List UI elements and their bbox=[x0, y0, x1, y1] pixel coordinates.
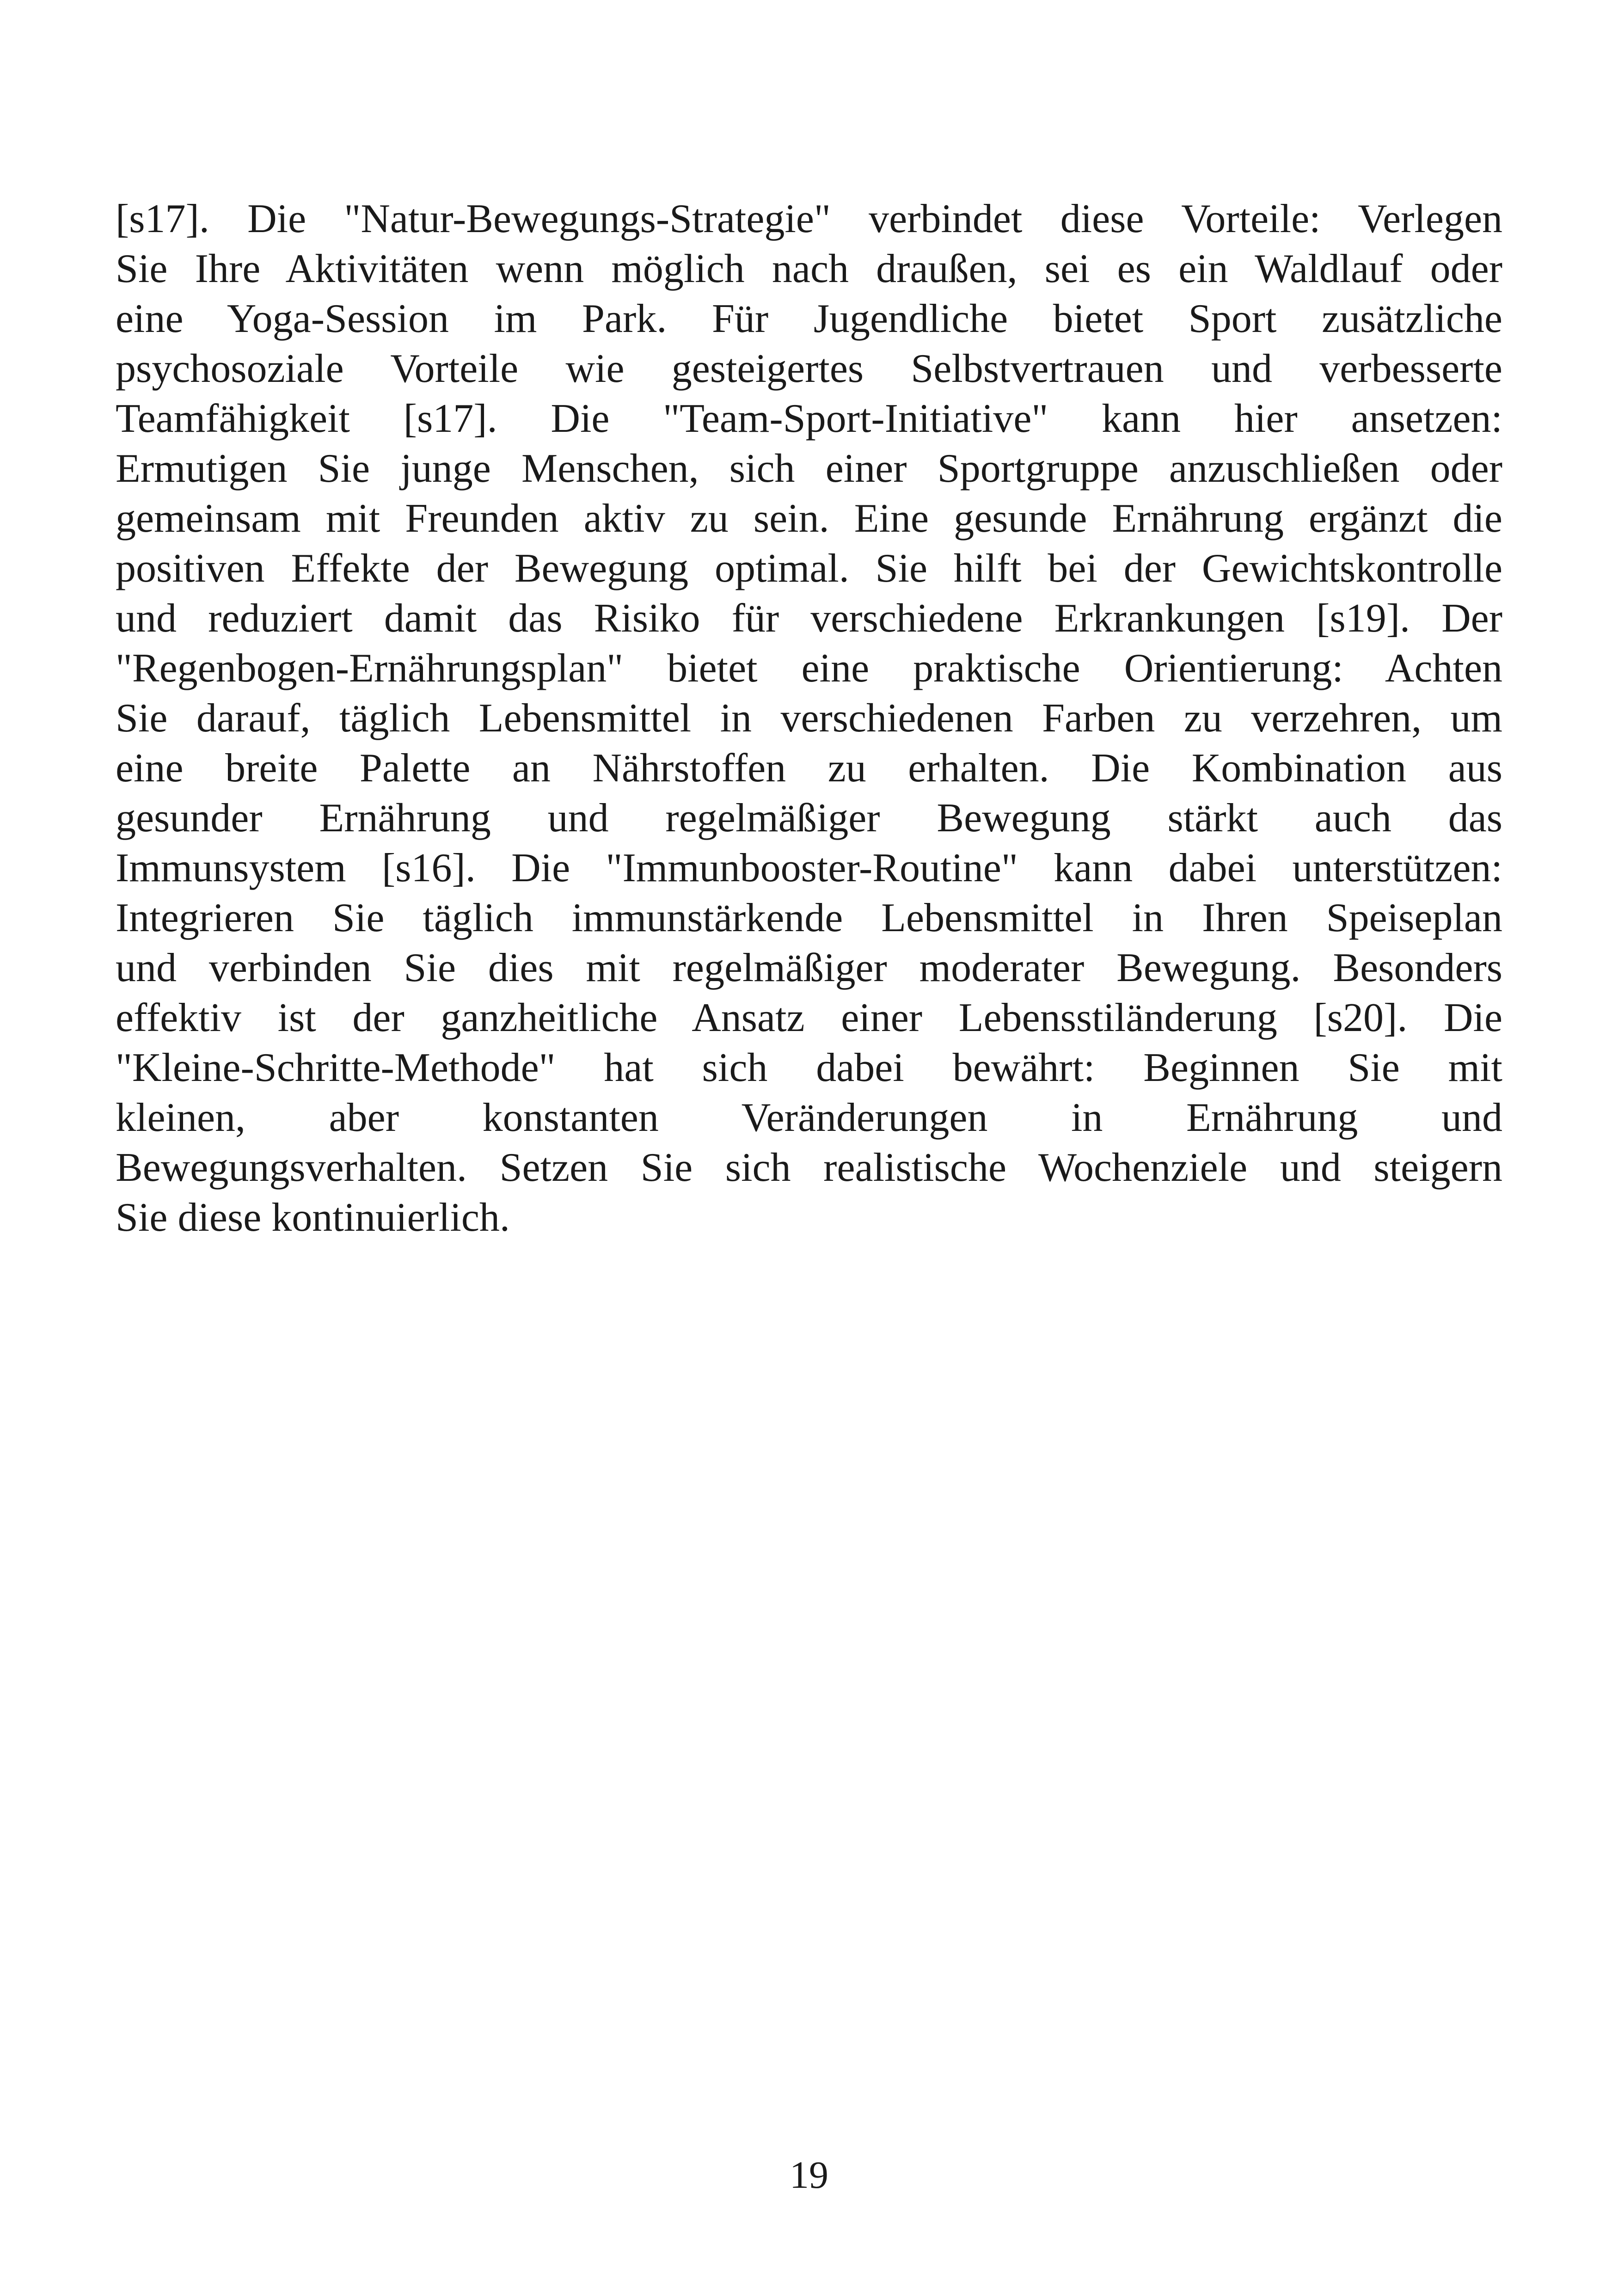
paragraph-line: Sie Ihre Aktivitäten wenn möglich nach draußen, sei es ein Waldlauf oder bbox=[116, 246, 1502, 291]
paragraph-line: [s17]. Die "Natur-Bewegungs-Strategie" verbindet diese Vorteile: Verlegen bbox=[116, 196, 1502, 241]
paragraph-line: positiven Effekte der Bewegung optimal. Sie hilft bei der Gewichtskontrolle bbox=[116, 546, 1502, 591]
paragraph-line: Teamfähigkeit [s17]. Die "Team-Sport-Initiative" kann hier ansetzen: bbox=[116, 396, 1502, 441]
paragraph-line: "Regenbogen-Ernährungsplan" bietet eine praktische Orientierung: Achten bbox=[116, 646, 1502, 691]
paragraph-line: Immunsystem [s16]. Die "Immunbooster-Routine" kann dabei unterstützen: bbox=[116, 846, 1502, 890]
paragraph-line: psychosoziale Vorteile wie gesteigertes Selbstvertrauen und verbesserte bbox=[116, 346, 1502, 391]
paragraph-line: und verbinden Sie dies mit regelmäßiger moderater Bewegung. Besonders bbox=[116, 945, 1502, 990]
body-paragraph bbox=[116, 194, 1502, 1243]
paragraph-line: eine Yoga-Session im Park. Für Jugendliche bietet Sport zusätzliche bbox=[116, 296, 1502, 341]
paragraph-line: Ermutigen Sie junge Menschen, sich einer Sportgruppe anzuschließen oder bbox=[116, 446, 1502, 491]
paragraph-line: kleinen, aber konstanten Veränderungen in Ernährung und bbox=[116, 1095, 1502, 1140]
paragraph-line: "Kleine-Schritte-Methode" hat sich dabei bewährt: Beginnen Sie mit bbox=[116, 1045, 1502, 1090]
paragraph-line: effektiv ist der ganzheitliche Ansatz einer Lebensstiländerung [s20]. Die bbox=[116, 995, 1502, 1040]
paragraph-line: und reduziert damit das Risiko für verschiedene Erkrankungen [s19]. Der bbox=[116, 596, 1502, 641]
paragraph-line: Sie diese kontinuierlich. bbox=[116, 1195, 510, 1240]
paragraph-line: Integrieren Sie täglich immunstärkende Lebensmittel in Ihren Speiseplan bbox=[116, 896, 1502, 940]
page-number: 19 bbox=[790, 2154, 828, 2197]
paragraph-line: gesunder Ernährung und regelmäßiger Bewegung stärkt auch das bbox=[116, 796, 1502, 841]
paragraph-line: Bewegungsverhalten. Setzen Sie sich realistische Wochenziele und steigern bbox=[116, 1145, 1502, 1190]
paragraph-line: gemeinsam mit Freunden aktiv zu sein. Eine gesunde Ernährung ergänzt die bbox=[116, 496, 1502, 541]
paragraph-line: eine breite Palette an Nährstoffen zu erhalten. Die Kombination aus bbox=[116, 746, 1502, 791]
paragraph-line: Sie darauf, täglich Lebensmittel in verschiedenen Farben zu verzehren, um bbox=[116, 696, 1502, 741]
